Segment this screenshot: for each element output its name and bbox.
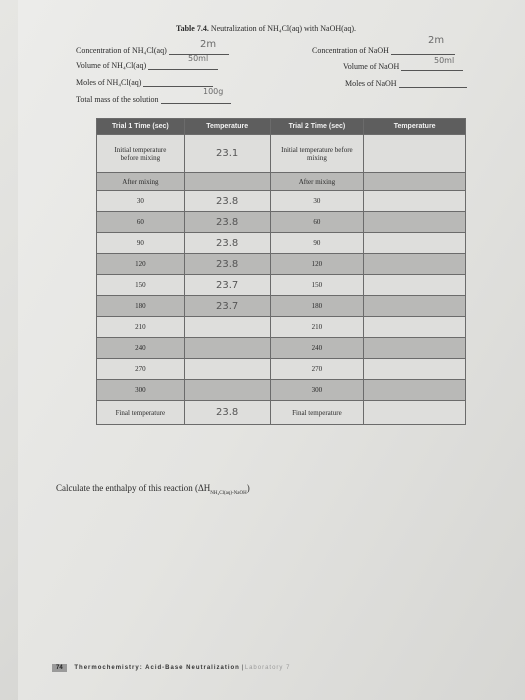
trial1-time-cell: 30 [97, 191, 185, 212]
page-number: 74 [52, 664, 67, 672]
nh4cl-volume-value: 50ml [188, 54, 209, 63]
trial1-temp-cell [184, 317, 270, 338]
table-row [97, 317, 466, 338]
trial2-temp-cell [364, 317, 466, 338]
trial2-final-value [364, 401, 466, 425]
total-mass-row: Total mass of the solution [76, 94, 231, 104]
naoh-volume-row: Volume of NaOH [343, 61, 463, 71]
trial2-time-cell: 180 [270, 296, 364, 317]
trial2-temp-cell [364, 233, 466, 254]
table-row [97, 296, 466, 317]
trial1-temp-cell [184, 359, 270, 380]
trial2-temp-cell [364, 254, 466, 275]
trial1-temp-cell: 23.7 [184, 275, 270, 296]
naoh-volume-value: 50ml [434, 56, 455, 65]
naoh-moles-row: Moles of NaOH [345, 78, 467, 88]
trial2-final-label: Final temperature [270, 401, 364, 425]
trial1-after-mixing: After mixing [97, 173, 185, 191]
trial2-time-cell: 30 [270, 191, 364, 212]
table-row [97, 359, 466, 380]
footer-category: Thermochemistry: Acid-Base Neutralization [74, 665, 240, 671]
trial2-temp-cell [364, 191, 466, 212]
trial1-initial-label: Initial temperature before mixing [97, 135, 185, 173]
table-row [97, 212, 466, 233]
trial2-temp-header: Temperature [364, 119, 466, 135]
trial1-temp-header: Temperature [184, 119, 270, 135]
data-table [96, 118, 466, 425]
trial2-temp-cell [364, 275, 466, 296]
table-row [97, 233, 466, 254]
trial2-time-cell: 300 [270, 380, 364, 401]
trial1-time-cell: 240 [97, 338, 185, 359]
trial2-initial-label: Initial temperature before mixing [270, 135, 364, 173]
nh4cl-concentration-row: Concentration of NH₄Cl(aq) [76, 45, 229, 55]
total-mass-value: 100g [203, 87, 224, 96]
trial1-temp-cell: 23.8 [184, 233, 270, 254]
trial2-time-cell: 210 [270, 317, 364, 338]
nh4cl-moles-row: Moles of NH₄Cl(aq) [76, 77, 213, 87]
trial1-time-cell: 300 [97, 380, 185, 401]
table-row [97, 338, 466, 359]
trial2-time-cell: 90 [270, 233, 364, 254]
nh4cl-concentration-value: 2m [200, 39, 217, 50]
trial1-temp-cell: 23.7 [184, 296, 270, 317]
trial1-final-value: 23.8 [184, 401, 270, 425]
trial2-time-cell: 120 [270, 254, 364, 275]
trial1-temp-cell: 23.8 [184, 212, 270, 233]
table-title: Table 7.4. Neutralization of NH₄Cl(aq) with NaOH(aq). [176, 24, 357, 33]
trial2-temp-cell [364, 296, 466, 317]
trial1-temp-cell [184, 380, 270, 401]
table-row [97, 275, 466, 296]
trial1-temp-cell: 23.8 [184, 191, 270, 212]
calculate-prompt: Calculate the enthalpy of this reaction $(\Delta H_{NH_4Cl(aq)-NaOH})$ [56, 483, 250, 496]
trial2-time-cell: 60 [270, 212, 364, 233]
trial2-temp-cell [364, 380, 466, 401]
trial2-after-mixing: After mixing [270, 173, 364, 191]
trial2-temp-cell [364, 212, 466, 233]
trial2-time-cell: 150 [270, 275, 364, 296]
trial1-final-label: Final temperature [97, 401, 185, 425]
trial1-time-cell: 120 [97, 254, 185, 275]
trial1-time-cell: 150 [97, 275, 185, 296]
trial1-time-cell: 210 [97, 317, 185, 338]
trial2-time-header: Trial 2 Time (sec) [270, 119, 364, 135]
footer-separator: | [241, 665, 244, 671]
naoh-concentration-row: Concentration of NaOH [312, 45, 455, 55]
trial2-initial-value [364, 135, 466, 173]
trial1-time-cell: 60 [97, 212, 185, 233]
table-row [97, 380, 466, 401]
trial2-time-cell: 240 [270, 338, 364, 359]
trial1-temp-cell [184, 338, 270, 359]
page-footer [52, 665, 290, 671]
trial2-temp-cell [364, 338, 466, 359]
trial2-temp-cell [364, 359, 466, 380]
trial1-time-cell: 90 [97, 233, 185, 254]
footer-lab: Laboratory 7 [244, 665, 291, 671]
trial1-time-header: Trial 1 Time (sec) [97, 119, 185, 135]
trial2-time-cell: 270 [270, 359, 364, 380]
trial1-temp-cell: 23.8 [184, 254, 270, 275]
trial1-initial-value: 23.1 [184, 135, 270, 173]
table-row [97, 254, 466, 275]
table-row [97, 191, 466, 212]
trial1-time-cell: 180 [97, 296, 185, 317]
naoh-concentration-value: 2m [428, 35, 445, 46]
trial1-time-cell: 270 [97, 359, 185, 380]
nh4cl-volume-row: Volume of NH₄Cl(aq) [76, 60, 218, 70]
